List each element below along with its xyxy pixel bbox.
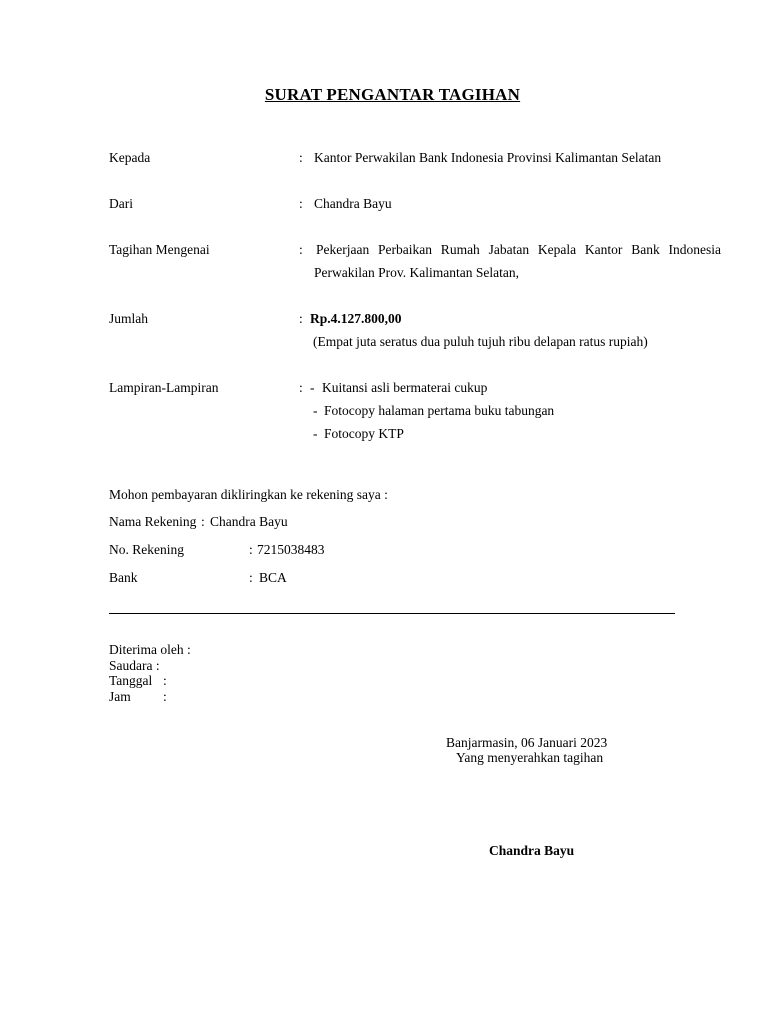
no-rekening-value: 7215038483 <box>257 542 325 557</box>
kepada-label: Kepada <box>109 150 151 165</box>
lampiran-bullet: - <box>310 380 315 395</box>
nama-rekening-label: Nama Rekening <box>109 514 197 529</box>
kepada-value: Kantor Perwakilan Bank Indonesia Provinsi Kalimantan Selatan <box>314 150 662 165</box>
bank-value: BCA <box>259 570 287 585</box>
lampiran-item-2: Fotocopy halaman pertama buku tabungan <box>324 403 555 418</box>
jumlah-colon: : <box>299 311 303 326</box>
jumlah-label: Jumlah <box>109 311 148 326</box>
tanggal-colon: : <box>163 673 167 688</box>
saudara-label: Saudara : <box>109 658 160 673</box>
lampiran-colon: : <box>299 380 303 395</box>
signer-name: Chandra Bayu <box>489 843 575 858</box>
jumlah-words: (Empat juta seratus dua puluh tujuh ribu delapan ratus rupiah) <box>313 334 648 349</box>
kepada-colon: : <box>299 150 303 165</box>
divider-line <box>109 613 675 614</box>
tagihan-label: Tagihan Mengenai <box>109 242 210 257</box>
lampiran-bullet: - <box>313 403 318 418</box>
jam-colon: : <box>163 689 167 704</box>
tagihan-colon: : <box>299 242 303 257</box>
jam-label: Jam <box>109 689 131 704</box>
nama-rekening-colon: : <box>201 514 205 529</box>
dari-label: Dari <box>109 196 133 211</box>
no-rekening-label: No. Rekening <box>109 542 184 557</box>
signer-role: Yang menyerahkan tagihan <box>456 750 604 765</box>
tanggal-label: Tanggal <box>109 673 153 688</box>
lampiran-item-3: Fotocopy KTP <box>324 426 404 441</box>
jumlah-amount: Rp.4.127.800,00 <box>310 311 402 326</box>
document-title: SURAT PENGANTAR TAGIHAN <box>264 85 521 104</box>
lampiran-item-1: Kuitansi asli bermaterai cukup <box>322 380 488 395</box>
dari-value: Chandra Bayu <box>314 196 392 211</box>
place-date: Banjarmasin, 06 Januari 2023 <box>446 735 608 750</box>
tagihan-line-1: Pekerjaan Perbaikan Rumah Jabatan Kepala Kantor Bank Indonesia <box>316 242 721 257</box>
diterima-oleh: Diterima oleh : <box>109 642 191 657</box>
payment-intro: Mohon pembayaran dikliringkan ke rekening saya : <box>109 487 388 502</box>
lampiran-bullet: - <box>313 426 318 441</box>
no-rekening-colon: : <box>249 542 253 557</box>
bank-colon: : <box>249 570 253 585</box>
tagihan-line-2: Perwakilan Prov. Kalimantan Selatan, <box>314 265 519 280</box>
lampiran-label: Lampiran-Lampiran <box>109 380 219 395</box>
bank-label: Bank <box>109 570 138 585</box>
dari-colon: : <box>299 196 303 211</box>
nama-rekening-value: Chandra Bayu <box>210 514 288 529</box>
